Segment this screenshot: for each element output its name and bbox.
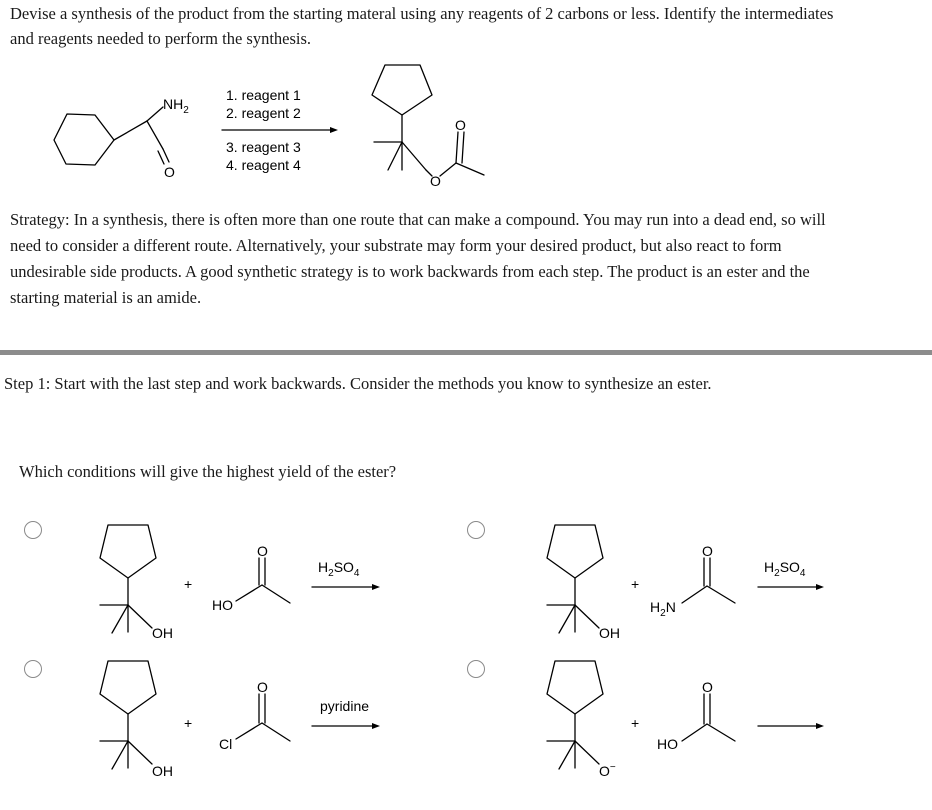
- strategy-line-3: undesirable side products. A good synthetic strategy is to work backwards from each step. The product is an ester and the: [10, 262, 810, 281]
- option-c-plus: +: [184, 715, 193, 731]
- product-structure: [372, 65, 484, 176]
- option-c-radio[interactable]: [24, 660, 42, 678]
- option-a-oh: OH: [152, 625, 173, 641]
- option-a-radio[interactable]: [24, 521, 42, 539]
- option-c-carbonyl-o: O: [257, 679, 268, 695]
- strategy-line-4: starting material is an amide.: [10, 288, 202, 307]
- section-divider: [0, 350, 932, 355]
- option-b-h2so4: $H_2SO_4$: [764, 559, 806, 579]
- product-ester-o: O: [430, 173, 441, 189]
- option-d-ho: HO: [657, 736, 678, 752]
- option-b-radio[interactable]: [467, 521, 485, 539]
- option-b-h2n: $H_2N$: [650, 599, 676, 619]
- option-c-structures: [100, 661, 380, 769]
- question-line-2: and reagents needed to perform the synthesis.: [10, 29, 312, 48]
- strategy-line-1: Strategy: In a synthesis, there is often more than one route that can make a compound. You may run into a dead end, so will: [10, 210, 826, 229]
- option-d-plus: +: [631, 715, 640, 731]
- reagent-1-label: 1. reagent 1: [226, 87, 301, 103]
- starting-material-structure: [54, 107, 169, 165]
- option-d-o: O−: [599, 762, 616, 779]
- product-cyclopentane: [372, 65, 432, 115]
- option-b-oh: OH: [599, 625, 620, 641]
- option-a-plus: +: [184, 576, 193, 592]
- option-d-radio[interactable]: [467, 660, 485, 678]
- option-d-structures: [547, 661, 824, 769]
- start-carbonyl-o: O: [164, 164, 175, 180]
- option-a-carbonyl-o: O: [257, 543, 268, 559]
- nh2-label: $NH_2$: [163, 96, 189, 116]
- reagent-4-label: 4. reagent 4: [226, 157, 301, 173]
- product-carbonyl-o: O: [455, 117, 466, 133]
- option-a-ho: HO: [212, 597, 233, 613]
- strategy-line-2: need to consider a different route. Alternatively, your substrate may form your desired product, but also react to form: [10, 236, 782, 255]
- question-line-1: Devise a synthesis of the product from the starting materal using any reagents of 2 carbons or less. Identify the intermediates: [10, 4, 834, 23]
- option-a-h2so4: $H_2SO_4$: [318, 559, 360, 579]
- option-b-plus: +: [631, 576, 640, 592]
- option-b-structures: [547, 525, 824, 633]
- option-b-carbonyl-o: O: [702, 543, 713, 559]
- reagent-3-label: 3. reagent 3: [226, 139, 301, 155]
- step-1-heading: Step 1: Start with the last step and work backwards. Consider the methods you know to synthesize an ester.: [4, 374, 712, 393]
- option-c-oh: OH: [152, 763, 173, 779]
- option-a-structures: [100, 525, 380, 633]
- reagent-2-label: 2. reagent 2: [226, 105, 301, 121]
- option-d-carbonyl-o: O: [702, 679, 713, 695]
- option-c-cl: Cl: [219, 736, 233, 752]
- question-prompt: Which conditions will give the highest yield of the ester?: [19, 462, 397, 481]
- cyclopentane-ring: [54, 114, 114, 165]
- option-c-pyridine: pyridine: [320, 698, 370, 714]
